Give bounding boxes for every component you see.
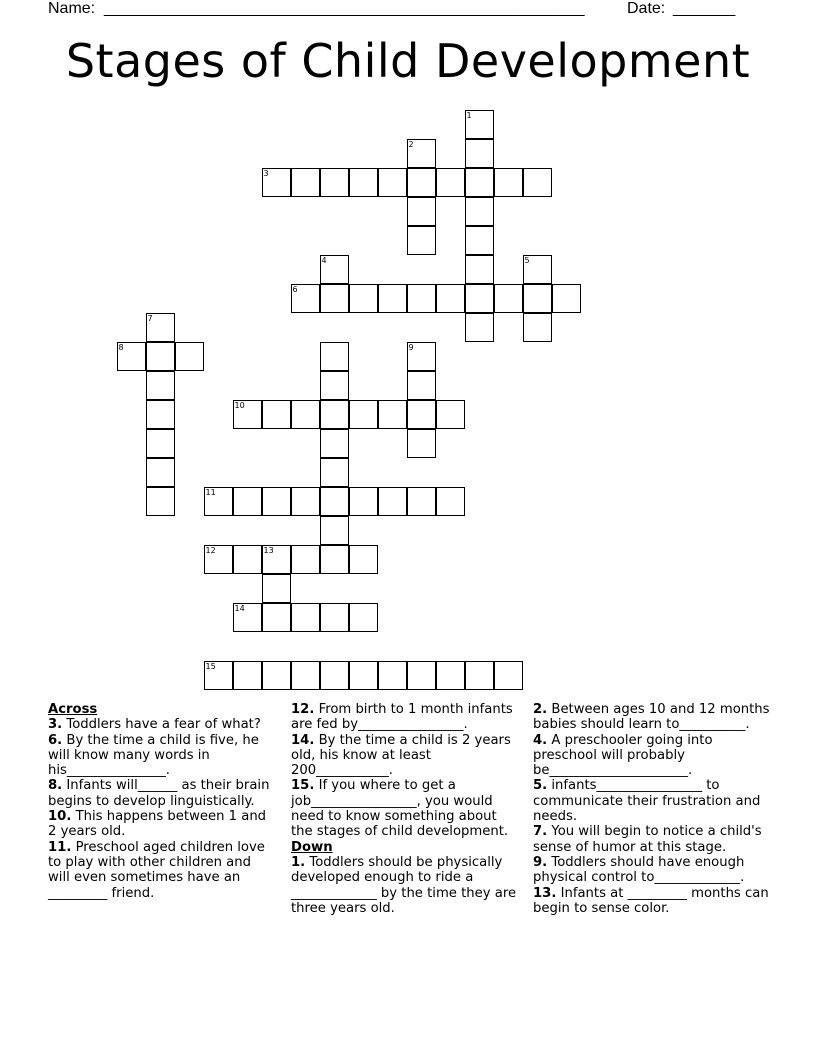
- grid-cell[interactable]: [320, 429, 349, 458]
- clue-across-12: 12. From birth to 1 month infants are fed by________________.: [291, 702, 513, 733]
- cell-number: 5: [524, 255, 530, 265]
- cell-number: 13: [263, 545, 274, 555]
- name-field[interactable]: ______________________________________________________: [104, 0, 585, 17]
- grid-cell[interactable]: [117, 342, 146, 371]
- cell-number: 3: [263, 168, 269, 178]
- down-heading: Down: [291, 839, 333, 855]
- grid-cell[interactable]: [233, 603, 262, 632]
- grid-cell[interactable]: [407, 429, 436, 458]
- grid-cell[interactable]: [204, 487, 233, 516]
- grid-cell[interactable]: [407, 197, 436, 226]
- grid-cell[interactable]: [262, 487, 291, 516]
- grid-cell[interactable]: [349, 487, 378, 516]
- grid-cell[interactable]: [291, 168, 320, 197]
- grid-cell[interactable]: [523, 313, 552, 342]
- grid-cell[interactable]: [465, 139, 494, 168]
- grid-cell[interactable]: [465, 284, 494, 313]
- grid-cell[interactable]: [407, 284, 436, 313]
- grid-cell[interactable]: [494, 661, 523, 690]
- grid-cell[interactable]: [349, 661, 378, 690]
- grid-cell[interactable]: [465, 110, 494, 139]
- grid-cell[interactable]: [262, 545, 291, 574]
- grid-cell[interactable]: [233, 400, 262, 429]
- grid-cell[interactable]: [349, 168, 378, 197]
- grid-cell[interactable]: [465, 197, 494, 226]
- cell-number: 9: [408, 342, 414, 352]
- grid-cell[interactable]: [146, 400, 175, 429]
- cell-number: 7: [147, 313, 153, 323]
- grid-cell[interactable]: [320, 545, 349, 574]
- grid-cell[interactable]: [436, 168, 465, 197]
- grid-cell[interactable]: [378, 661, 407, 690]
- grid-cell[interactable]: [320, 255, 349, 284]
- clue-down-2: 2. Between ages 10 and 12 months babies should learn to__________.: [533, 702, 770, 733]
- grid-cell[interactable]: [378, 400, 407, 429]
- grid-cell[interactable]: [436, 284, 465, 313]
- grid-cell[interactable]: [320, 284, 349, 313]
- grid-cell[interactable]: [436, 400, 465, 429]
- grid-cell[interactable]: [465, 255, 494, 284]
- cell-number: 6: [292, 284, 298, 294]
- clues-column-3: [533, 702, 773, 916]
- grid-cell[interactable]: [146, 429, 175, 458]
- grid-cell[interactable]: [494, 168, 523, 197]
- grid-cell[interactable]: [320, 400, 349, 429]
- cell-number: 12: [205, 545, 216, 555]
- clue-down-7: 7. You will begin to notice a child's sense of humor at this stage.: [533, 824, 762, 855]
- cell-number: 15: [205, 661, 216, 671]
- grid-cell[interactable]: [552, 284, 581, 313]
- clue-across-3: 3. Toddlers have a fear of what?: [48, 717, 261, 733]
- clue-across-10: 10. This happens between 1 and 2 years old.: [48, 809, 267, 840]
- grid-cell[interactable]: [291, 400, 320, 429]
- grid-cell[interactable]: [320, 458, 349, 487]
- grid-cell[interactable]: [407, 487, 436, 516]
- grid-cell[interactable]: [320, 603, 349, 632]
- clue-down-4: 4. A preschooler going into preschool will probably be_____________________.: [533, 732, 713, 779]
- grid-cell[interactable]: [523, 284, 552, 313]
- cell-number: 1: [466, 110, 472, 120]
- grid-cell[interactable]: [146, 371, 175, 400]
- grid-cell[interactable]: [320, 168, 349, 197]
- grid-cell[interactable]: [262, 574, 291, 603]
- grid-cell[interactable]: [494, 284, 523, 313]
- clue-down-5: 5. infants________________ to communicate their frustration and needs.: [533, 778, 761, 825]
- grid-cell[interactable]: [204, 661, 233, 690]
- grid-cell[interactable]: [320, 487, 349, 516]
- grid-cell[interactable]: [436, 661, 465, 690]
- clues-column-2: [291, 702, 521, 916]
- grid-cell[interactable]: [146, 313, 175, 342]
- clue-down-13: 13. Infants at _________ months can begin to sense color.: [533, 885, 769, 916]
- clue-across-6: 6. By the time a child is five, he will know many words in his_______________.: [48, 732, 259, 779]
- grid-cell[interactable]: [291, 284, 320, 313]
- cell-number: 4: [321, 255, 327, 265]
- grid-cell[interactable]: [465, 168, 494, 197]
- grid-cell[interactable]: [320, 516, 349, 545]
- grid-cell[interactable]: [407, 168, 436, 197]
- grid-cell[interactable]: [320, 661, 349, 690]
- grid-cell[interactable]: [291, 487, 320, 516]
- grid-cell[interactable]: [146, 458, 175, 487]
- grid-cell[interactable]: [465, 226, 494, 255]
- grid-cell[interactable]: [407, 371, 436, 400]
- grid-cell[interactable]: [233, 545, 262, 574]
- cell-number: 14: [234, 603, 245, 613]
- grid-cell[interactable]: [233, 661, 262, 690]
- clue-across-11: 11. Preschool aged children love to play with other children and will even sometimes have an _________ friend.: [48, 839, 265, 901]
- grid-cell[interactable]: [523, 168, 552, 197]
- grid-cell[interactable]: [146, 342, 175, 371]
- grid-cell[interactable]: [262, 661, 291, 690]
- grid-cell[interactable]: [465, 313, 494, 342]
- grid-cell[interactable]: [320, 342, 349, 371]
- grid-cell[interactable]: [349, 545, 378, 574]
- grid-cell[interactable]: [378, 168, 407, 197]
- clue-down-1: 1. Toddlers should be physically developed enough to ride a _____________ by the time they are three years old.: [291, 854, 517, 916]
- grid-cell[interactable]: [233, 487, 262, 516]
- cell-number: 2: [408, 139, 414, 149]
- grid-cell[interactable]: [378, 284, 407, 313]
- grid-cell[interactable]: [291, 603, 320, 632]
- clue-across-14: 14. By the time a child is 2 years old, his know at least 200___________.: [291, 732, 511, 779]
- clues-column-1: [48, 702, 273, 901]
- grid-cell[interactable]: [262, 168, 291, 197]
- grid-cell[interactable]: [175, 342, 204, 371]
- grid-cell[interactable]: [407, 226, 436, 255]
- grid-cell[interactable]: [436, 487, 465, 516]
- clue-across-8: 8. Infants will______ as their brain begins to develop linguistically.: [48, 778, 270, 809]
- name-label: Name:: [48, 0, 96, 17]
- page-title: Stages of Child Development: [65, 34, 751, 88]
- cell-number: 11: [205, 487, 216, 497]
- grid-cell[interactable]: [407, 400, 436, 429]
- clue-across-15: 15. If you where to get a job________________, you would need to know something about the stages of child development.: [291, 778, 509, 840]
- grid-cell[interactable]: [465, 661, 494, 690]
- date-label: Date:: [627, 0, 666, 17]
- grid-cell[interactable]: [378, 487, 407, 516]
- grid-cell[interactable]: [262, 400, 291, 429]
- across-heading: Across: [48, 702, 98, 717]
- cell-number: 10: [234, 400, 245, 410]
- clue-down-9: 9. Toddlers should have enough physical control to_____________.: [533, 854, 745, 886]
- cell-number: 8: [118, 342, 124, 352]
- grid-cell[interactable]: [349, 284, 378, 313]
- grid-cell[interactable]: [349, 603, 378, 632]
- grid-cell[interactable]: [320, 371, 349, 400]
- grid-cell[interactable]: [523, 255, 552, 284]
- grid-cell[interactable]: [407, 661, 436, 690]
- date-field[interactable]: _______: [673, 0, 736, 17]
- grid-cell[interactable]: [349, 400, 378, 429]
- grid-cell[interactable]: [146, 487, 175, 516]
- grid-cell[interactable]: [407, 139, 436, 168]
- grid-cell[interactable]: [407, 342, 436, 371]
- grid-cell[interactable]: [291, 661, 320, 690]
- grid-cell[interactable]: [204, 545, 233, 574]
- grid-cell[interactable]: [262, 603, 291, 632]
- grid-cell[interactable]: [291, 545, 320, 574]
